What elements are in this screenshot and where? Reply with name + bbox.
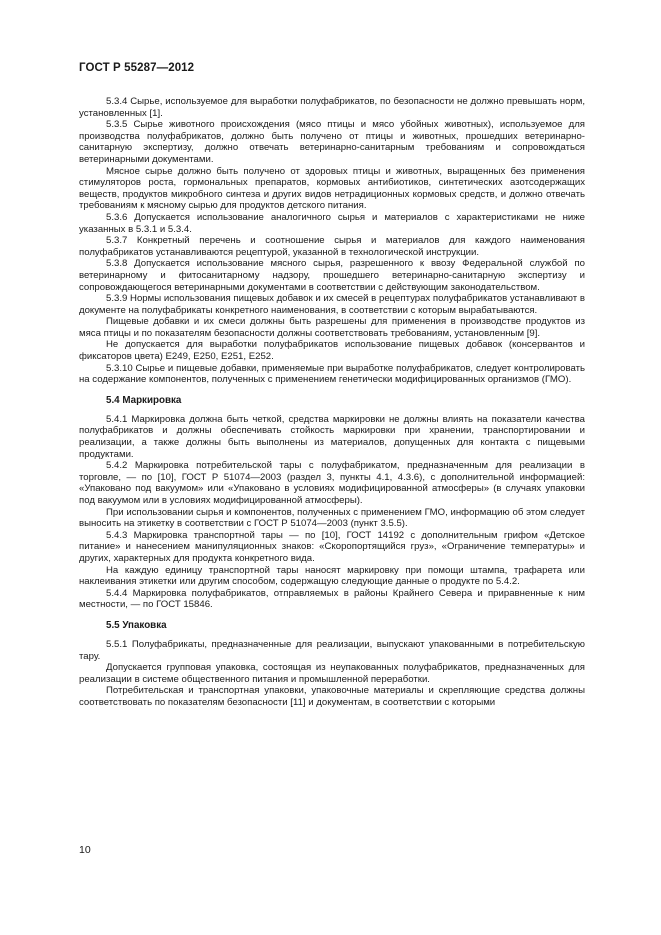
paragraph: 5.5.1 Полуфабрикаты, предназначенные для реализации, выпускают упакованными в потребительскую тару. [79, 638, 585, 662]
paragraph: 5.3.9 Нормы использования пищевых добавок и их смесей в рецептурах полуфабрикатов устанавливают в документе на полуфабрикаты конкретного наименования, в соответствии с которым вырабатываются. [79, 293, 585, 316]
paragraph: 5.3.10 Сырье и пищевые добавки, применяемые при выработке полуфабрикатов, следует контролировать на содержание компонентов, полученных с применением генетически модифицированных организмов (ГМО). [79, 362, 585, 386]
paragraph: 5.3.4 Сырье, используемое для выработки полуфабрикатов, по безопасности не должно превышать норм, установленных [1]. [79, 96, 585, 119]
paragraph: 5.3.5 Сырье животного происхождения (мясо птицы и мясо убойных животных), используемое для производства полуфабрикатов, должно быть получено от птицы и животных, прошедших ветеринарно-санитарную экспертизу, должно отвечать ветеринарно-санитарным требованиям и сопровождаться ветеринарными документами. [79, 119, 585, 165]
document-body [79, 96, 585, 709]
paragraph: На каждую единицу транспортной тары наносят маркировку при помощи штампа, трафарета или наклеивания этикетки или другим способом, содержащую следующие данные о продукте по 5.4.2. [79, 564, 585, 588]
paragraph: При использовании сырья и компонентов, полученных с применением ГМО, информацию об этом следует выносить на этикетку в соответствии с ГОСТ Р 51074—2003 (пункт 3.5.5). [79, 506, 585, 530]
paragraph: Потребительская и транспортная упаковки, упаковочные материалы и скрепляющие средства должны соответствовать по показателям безопасности [11] и документам, в соответствии с которыми [79, 685, 585, 708]
paragraph: 5.4.4 Маркировка полуфабрикатов, отправляемых в районы Крайнего Севера и приравненные к ним местности, — по ГОСТ 15846. [79, 587, 585, 611]
paragraph: 5.4.2 Маркировка потребительской тары с полуфабрикатом, предназначенным для реализации в торговле, — по [10], ГОСТ Р 51074—2003 (раздел 3, пункты 4.1, 4.3.6), с дополнительной информацией: «Упаковано под вакуумом» или «Упаковано в условиях модифицированной атмосферы» (в случаях упаковки под вакуумом или в условиях модифицированной атмосферы). [79, 460, 585, 506]
paragraph: Мясное сырье должно быть получено от здоровых птицы и животных, выращенных без применения стимуляторов роста, гормональных препаратов, кормовых антибиотиков, синтетических азотсодержащих веществ, продуктов микробного синтеза и других видов нетрадиционных кормовых средств, и должно отвечать требованиям к мясному сырью для продуктов детского питания. [79, 165, 585, 212]
section-heading: 5.4 Маркировка [106, 394, 182, 406]
paragraph: 5.3.7 Конкретный перечень и соотношение сырья и материалов для каждого наименования полуфабрикатов устанавливаются рецептурой, указанной в технологической инструкции. [79, 235, 585, 258]
standard-header: ГОСТ Р 55287—2012 [79, 62, 195, 74]
section-heading: 5.5 Упаковка [106, 619, 167, 631]
paragraph: Допускается групповая упаковка, состоящая из неупакованных полуфабрикатов, предназначенных для реализации в системе общественного питания и промышленной переработки. [79, 662, 585, 685]
paragraph: 5.3.6 Допускается использование аналогичного сырья и материалов с характеристиками не ниже указанных в 5.3.1 и 5.3.4. [79, 211, 585, 235]
paragraph: Не допускается для выработки полуфабрикатов использование пищевых добавок (консервантов и фиксаторов цвета) Е249, Е250, Е251, Е252. [79, 339, 585, 363]
page-number: 10 [79, 844, 91, 856]
paragraph: 5.4.3 Маркировка транспортной тары — по [10], ГОСТ 14192 с дополнительным грифом «Детское питание» и нанесением манипуляционных знаков: «Скоропортящийся груз», «Ограничение температуры» и других, характерных для продукта конкретного вида. [79, 529, 585, 564]
paragraph: 5.4.1 Маркировка должна быть четкой, средства маркировки не должны влиять на показатели качества полуфабрикатов и должны обеспечивать стойкость маркировки при хранении, транспортировании и реализации, а также должны быть выполнены из материалов, допущенных для контакта с пищевыми продуктами. [79, 413, 585, 460]
paragraph: 5.3.8 Допускается использование мясного сырья, разрешенного к ввозу Федеральной службой по ветеринарному и фитосанитарному надзору, прошедшего ветеринарно-санитарную экспертизу и сопровождающегося ветеринарными документами в соответствии с действующим законодательством. [79, 258, 585, 293]
paragraph: Пищевые добавки и их смеси должны быть разрешены для применения в производстве продуктов из мяса птицы и по показателям безопасности должны соответствовать требованиям, установленным [9]. [79, 316, 585, 339]
